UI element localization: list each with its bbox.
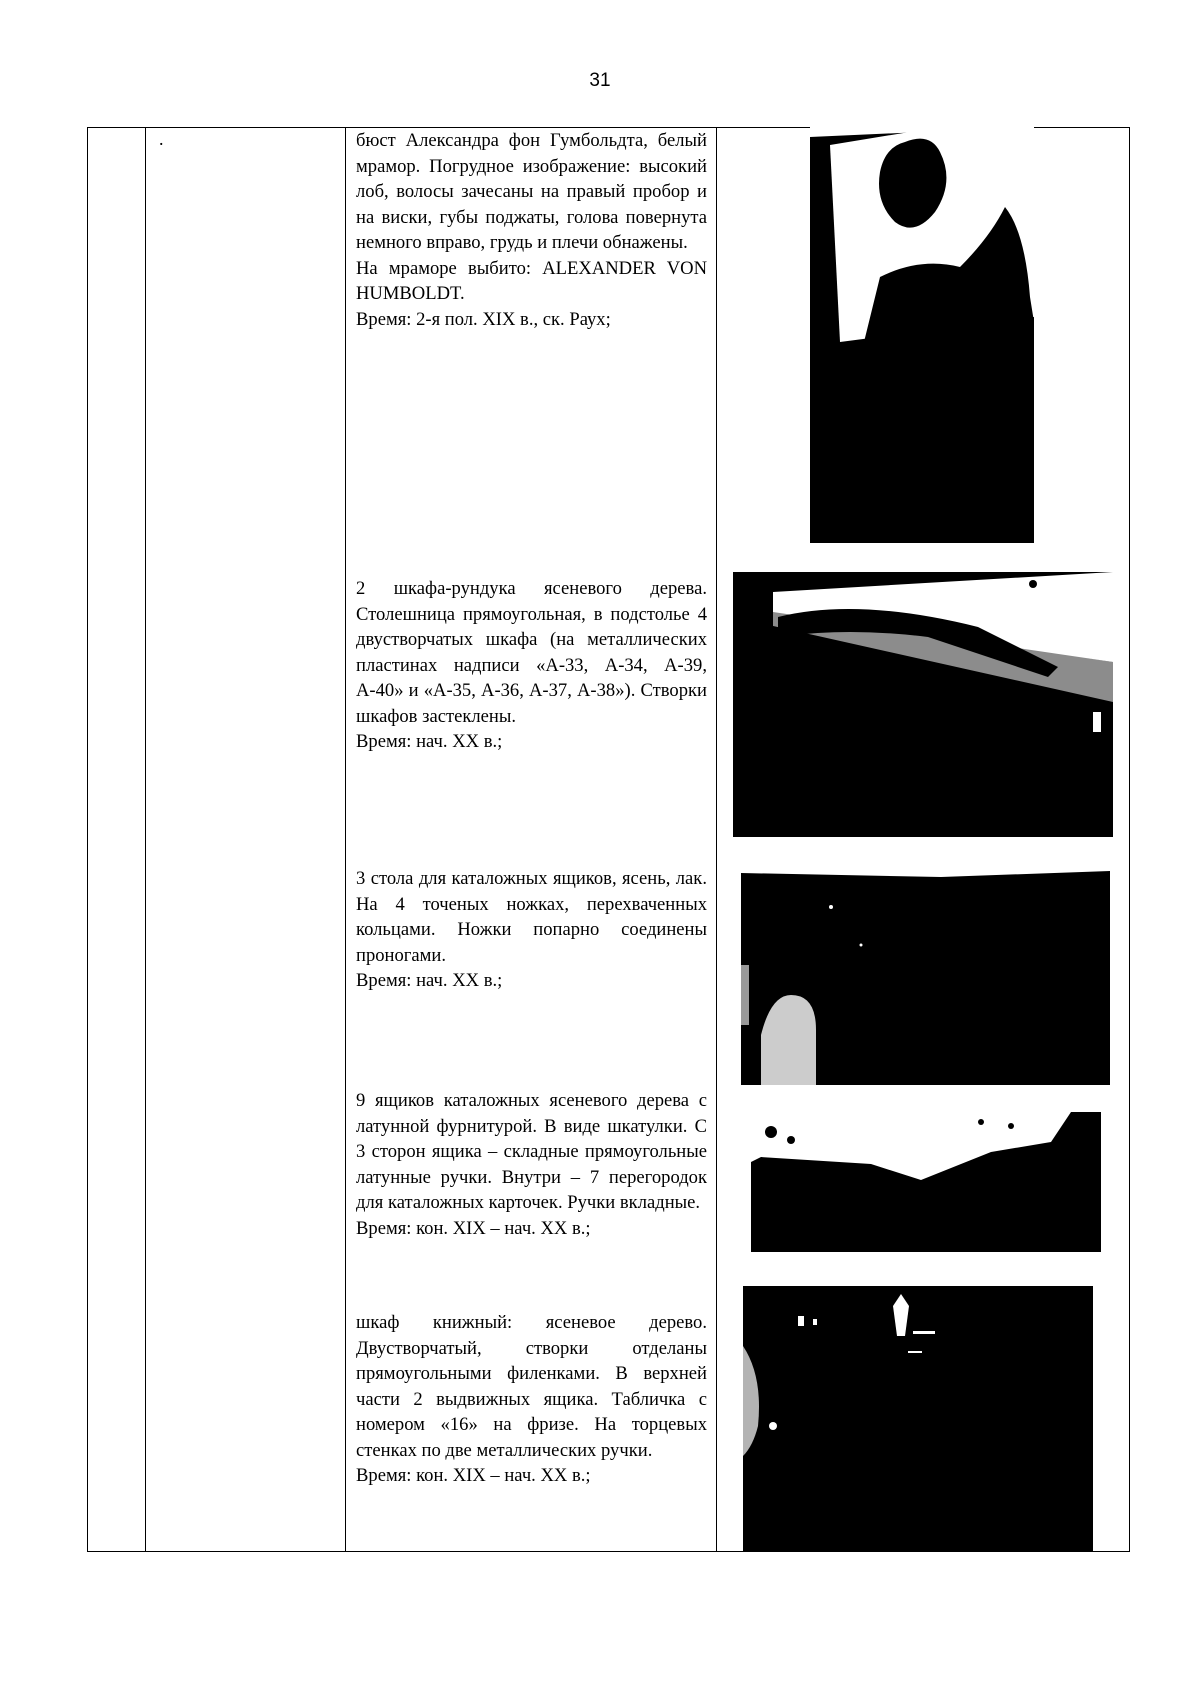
entry-description-catalog-boxes [356,1088,707,1241]
description-text: Время: кон. XIX – нач. XX в.; [356,1217,591,1239]
description-text: Время: нач. XX в.; [356,731,503,752]
description-text: бюст Александра фон Гумбольдта, белый мрамор. Погрудное изображение: высокий лоб, волосы зачесаны на правый пробор и на виски, губы поджаты, голова повернута немного вправо, грудь и плечи обнажены. [356,130,707,253]
entry-description-bust [356,128,707,332]
entry-description-bookcase [356,1310,707,1489]
photo-bookcase [743,1286,1093,1552]
photo-cabinets [733,572,1113,837]
description-text: Время: 2-я пол. XIX в., ск. Раух; [356,308,611,330]
photo-catalog-tables [741,865,1110,1085]
description-text: Время: нач. XX в.; [356,970,503,991]
column-divider-2 [345,127,346,1552]
description-text: Время: кон. XIX – нач. XX в.; [356,1465,591,1486]
description-text: 3 стола для каталожных ящиков, ясень, лак. На 4 точеных ножках, перехваченных кольцами. Ножки попарно соединены проногами. [356,868,707,966]
column-divider-3 [716,127,717,1552]
photo-catalog-boxes [751,1112,1101,1252]
entry-description-cabinets [356,576,707,755]
photo-bust [810,127,1034,543]
column-divider-1 [145,127,146,1552]
description-text: шкаф книжный: ясеневое дерево. Двустворчатый, створки отделаны прямоугольными филенками. В верхней части 2 выдвижных ящика. Табличка с номером «16» на фризе. На торцевых стенках по две металлических ручки. [356,1312,707,1461]
page-number: 31 [589,70,611,91]
column-marker: . [159,129,164,149]
description-text: 9 ящиков каталожных ясеневого дерева с латунной фурнитурой. В виде шкатулки. С 3 сторон ящика – складные прямоугольные латунные ручки. Внутри – 7 перегородок для каталожных карточек. Ручки вкладные. [356,1090,707,1213]
description-text: На мраморе выбито: ALEXANDER VON HUMBOLDT. [356,257,707,304]
entry-description-catalog-tables [356,866,707,994]
description-text: 2 шкафа-рундука ясеневого дерева. Столешница прямоугольная, в подстолье 4 двустворчатых шкафа (на металлических пластинах надписи «А-33, А-34, А-39, А-40» и «А-35, А-36, А-37, А-38»). Створки шкафов застеклены. [356,578,707,727]
